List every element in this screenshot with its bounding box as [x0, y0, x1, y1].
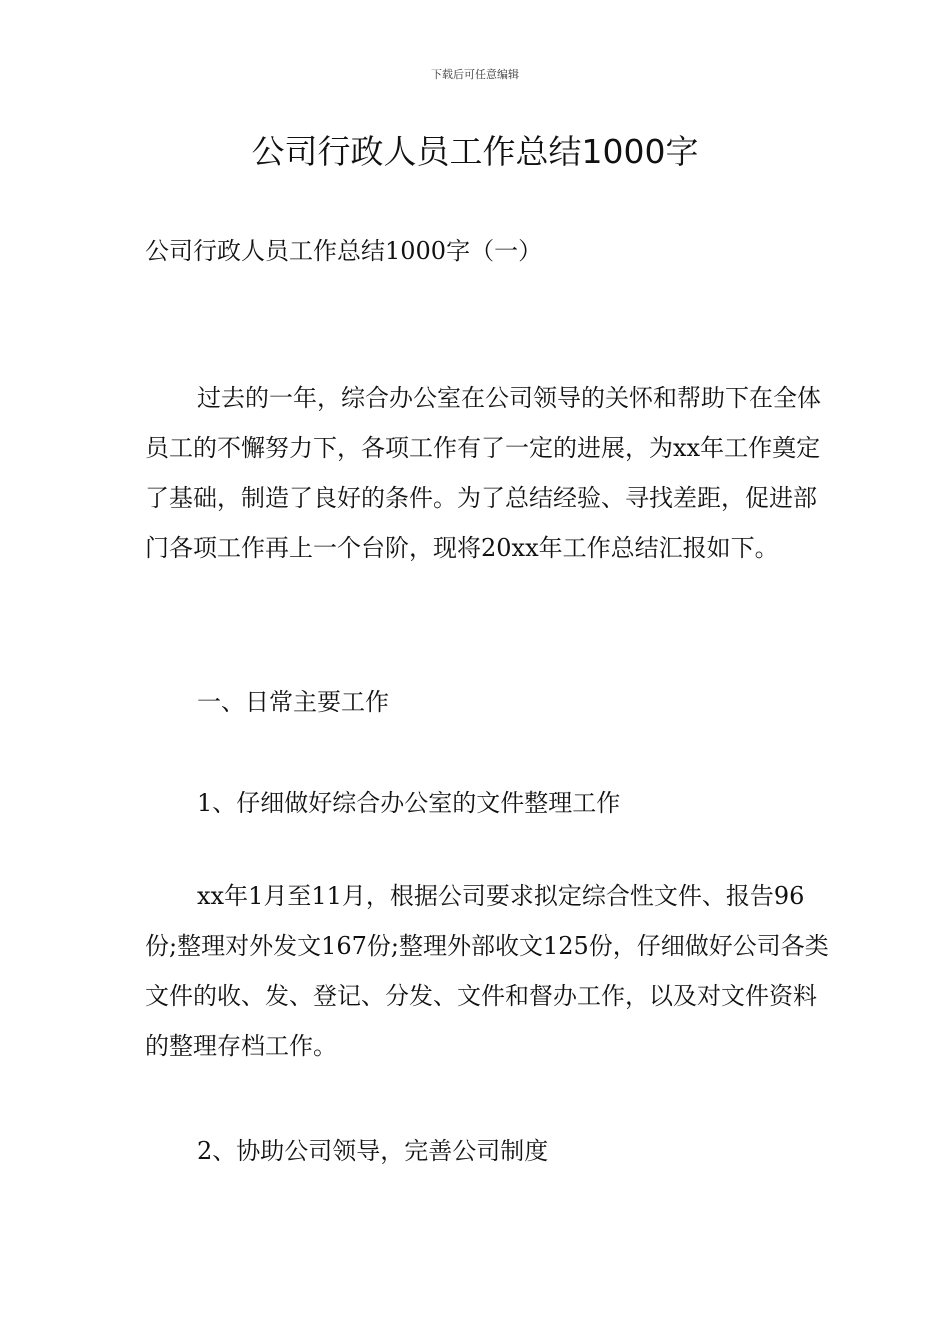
- item-2-title: 2、协助公司领导，完善公司制度: [197, 1137, 549, 1165]
- section-heading-1: 一、日常主要工作: [197, 688, 389, 716]
- document-title: 公司行政人员工作总结1000字: [251, 132, 699, 171]
- item-1-body: xx年1月至11月，根据公司要求拟定综合性文件、报告96份;整理对外发文167份;整理外部收文125份，仔细做好公司各类文件的收、发、登记、分发、文件和督办工作，以及对文件资料的整理存档工作。: [145, 882, 829, 1060]
- document-subtitle: 公司行政人员工作总结1000字（一）: [145, 237, 543, 265]
- intro-paragraph: 过去的一年，综合办公室在公司领导的关怀和帮助下在全体员工的不懈努力下，各项工作有了一定的进展，为xx年工作奠定了基础，制造了良好的条件。为了总结经验、寻找差距，促进部门各项工作再上一个台阶，现将20xx年工作总结汇报如下。: [145, 384, 821, 562]
- header-note: 下载后可任意编辑: [431, 68, 519, 81]
- item-1-title: 1、仔细做好综合办公室的文件整理工作: [197, 789, 621, 817]
